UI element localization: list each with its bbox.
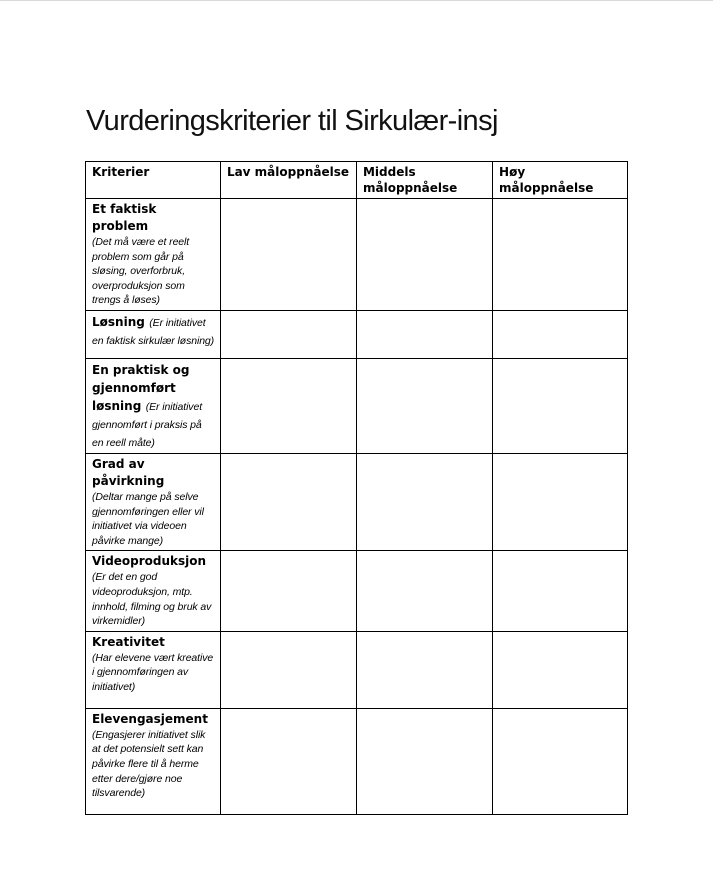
score-cell-low[interactable] bbox=[220, 708, 356, 814]
score-cell-high[interactable] bbox=[493, 358, 628, 453]
score-cell-medium[interactable] bbox=[356, 453, 492, 550]
score-cell-high[interactable] bbox=[493, 199, 628, 311]
table-header-row bbox=[86, 162, 628, 199]
criterion-description: (Har elevene vært kreative i gjennomføringen av initiativet) bbox=[92, 651, 214, 693]
table-row bbox=[86, 358, 628, 453]
score-cell-high[interactable] bbox=[493, 551, 628, 631]
criterion-name: Løsning bbox=[92, 314, 145, 329]
table-row bbox=[86, 453, 628, 550]
score-cell-medium[interactable] bbox=[356, 631, 492, 708]
table-row bbox=[86, 551, 628, 631]
header-hoy: Høy måloppnåelse bbox=[493, 162, 628, 199]
header-kriterier: Kriterier bbox=[86, 162, 221, 199]
criterion-cell bbox=[86, 708, 221, 814]
score-cell-high[interactable] bbox=[493, 453, 628, 550]
table-row bbox=[86, 708, 628, 814]
score-cell-medium[interactable] bbox=[356, 310, 492, 358]
table-row bbox=[86, 199, 628, 311]
criterion-cell bbox=[86, 453, 221, 550]
criterion-description: (Deltar mange på selve gjennomføringen eller vil initiativet via videoen påvirke mange) bbox=[92, 490, 204, 547]
score-cell-low[interactable] bbox=[220, 358, 356, 453]
criterion-description: (Er initiativet en faktisk sirkulær løsning) bbox=[92, 316, 215, 347]
score-cell-low[interactable] bbox=[220, 199, 356, 311]
criterion-description: (Er det en god videoproduksjon, mtp. innhold, filming og bruk av virkemidler) bbox=[92, 571, 212, 628]
score-cell-medium[interactable] bbox=[356, 199, 492, 311]
score-cell-high[interactable] bbox=[493, 631, 628, 708]
score-cell-medium[interactable] bbox=[356, 708, 492, 814]
criterion-name: En praktisk og gjennomført løsning bbox=[92, 362, 190, 413]
criterion-description: (Engasjerer initiativet slik at det potensielt sett kan påvirke flere til å herme etter dere/gjøre noe tilsvarende) bbox=[92, 728, 206, 800]
score-cell-low[interactable] bbox=[220, 310, 356, 358]
criterion-cell bbox=[86, 551, 221, 631]
score-cell-high[interactable] bbox=[493, 708, 628, 814]
page-top-border bbox=[0, 0, 713, 1]
score-cell-medium[interactable] bbox=[356, 551, 492, 631]
criteria-table bbox=[85, 161, 628, 815]
score-cell-low[interactable] bbox=[220, 631, 356, 708]
header-lav: Lav måloppnåelse bbox=[220, 162, 356, 199]
criterion-name: Grad av påvirkning bbox=[92, 456, 165, 488]
criterion-name: Kreativitet bbox=[92, 634, 165, 649]
score-cell-medium[interactable] bbox=[356, 358, 492, 453]
criterion-cell bbox=[86, 358, 221, 453]
header-middels: Middels måloppnåelse bbox=[356, 162, 492, 199]
table-row bbox=[86, 631, 628, 708]
criterion-description: (Er initiativet gjennomført i praksis på en reell måte) bbox=[92, 400, 203, 449]
criterion-cell bbox=[86, 310, 221, 358]
criterion-name: Et faktisk problem bbox=[92, 202, 157, 233]
table-row bbox=[86, 310, 628, 358]
criterion-cell bbox=[86, 631, 221, 708]
criterion-name: Elevengasjement bbox=[92, 711, 208, 726]
criterion-cell bbox=[86, 199, 221, 311]
score-cell-high[interactable] bbox=[493, 310, 628, 358]
score-cell-low[interactable] bbox=[220, 453, 356, 550]
criterion-name: Videoproduksjon bbox=[92, 554, 207, 569]
document-title: Vurderingskriterier til Sirkulær-insj bbox=[86, 105, 498, 138]
criterion-description: (Det må være et reelt problem som går på sløsing, overforbruk, overproduksjon som trengs å løses) bbox=[92, 236, 190, 307]
score-cell-low[interactable] bbox=[220, 551, 356, 631]
